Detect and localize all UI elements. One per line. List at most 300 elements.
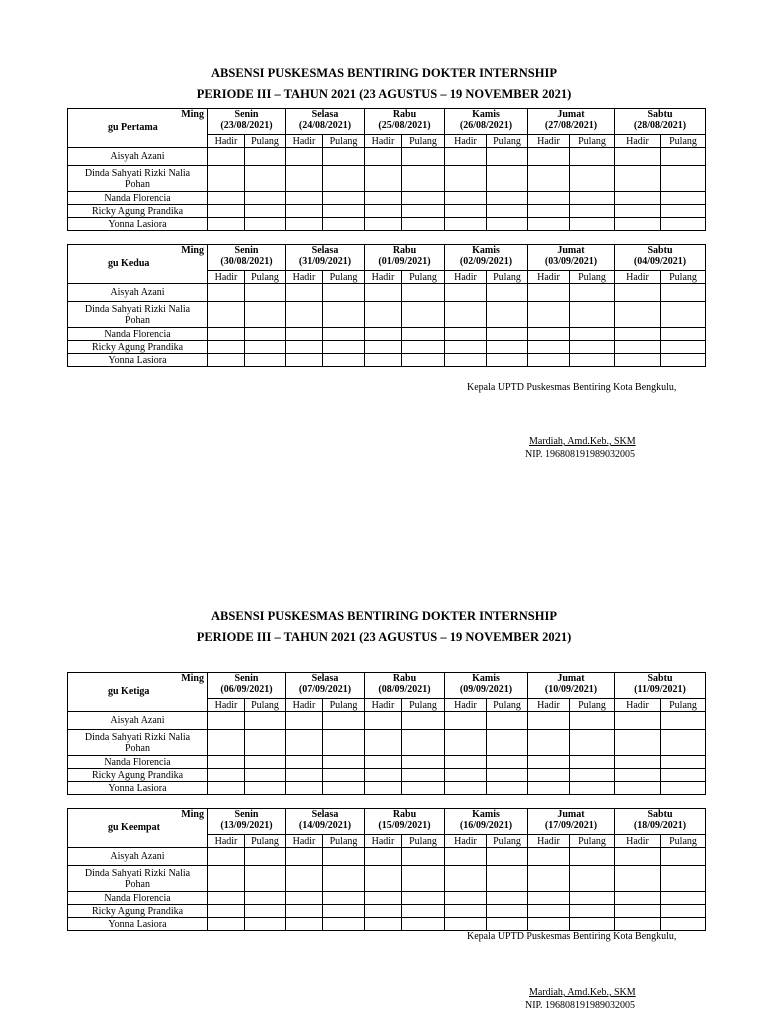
pulang-cell[interactable]: [661, 866, 706, 892]
hadir-cell[interactable]: [615, 730, 661, 756]
hadir-cell[interactable]: [615, 769, 661, 782]
pulang-cell[interactable]: [661, 730, 706, 756]
hadir-cell[interactable]: [365, 166, 402, 192]
hadir-cell[interactable]: [365, 205, 402, 218]
pulang-cell[interactable]: [487, 905, 528, 918]
hadir-cell[interactable]: [286, 769, 323, 782]
pulang-header: Pulang: [245, 271, 286, 284]
hadir-cell[interactable]: [445, 341, 487, 354]
pulang-cell[interactable]: [570, 918, 615, 931]
hadir-cell[interactable]: [208, 341, 245, 354]
pulang-cell[interactable]: [487, 769, 528, 782]
pulang-cell[interactable]: [323, 892, 365, 905]
hadir-cell[interactable]: [445, 192, 487, 205]
hadir-cell[interactable]: [445, 848, 487, 866]
hadir-cell[interactable]: [208, 302, 245, 328]
hadir-cell[interactable]: [286, 730, 323, 756]
hadir-cell[interactable]: [208, 905, 245, 918]
hadir-cell[interactable]: [286, 148, 323, 166]
hadir-cell[interactable]: [615, 756, 661, 769]
hadir-cell[interactable]: [208, 712, 245, 730]
pulang-cell[interactable]: [570, 148, 615, 166]
pulang-cell[interactable]: [661, 905, 706, 918]
hadir-cell[interactable]: [365, 302, 402, 328]
hadir-cell[interactable]: [286, 918, 323, 931]
hadir-cell[interactable]: [208, 848, 245, 866]
hadir-cell[interactable]: [445, 866, 487, 892]
hadir-cell[interactable]: [445, 782, 487, 795]
week-label-line1: Ming: [181, 109, 204, 120]
pulang-cell[interactable]: [245, 848, 286, 866]
hadir-cell[interactable]: [528, 848, 570, 866]
pulang-cell[interactable]: [323, 166, 365, 192]
pulang-cell[interactable]: [661, 328, 706, 341]
hadir-cell[interactable]: [528, 712, 570, 730]
hadir-cell[interactable]: [286, 756, 323, 769]
hadir-cell[interactable]: [208, 166, 245, 192]
day-date: (08/09/2021): [378, 684, 431, 695]
hadir-cell[interactable]: [615, 328, 661, 341]
hadir-cell[interactable]: [528, 302, 570, 328]
day-name: Kamis: [472, 109, 500, 120]
document-title: ABSENSI PUSKESMAS BENTIRING DOKTER INTERNSHIP: [211, 609, 557, 623]
hadir-cell[interactable]: [365, 892, 402, 905]
pulang-cell[interactable]: [245, 918, 286, 931]
pulang-cell[interactable]: [487, 730, 528, 756]
pulang-cell[interactable]: [323, 756, 365, 769]
hadir-cell[interactable]: [445, 905, 487, 918]
pulang-cell[interactable]: [323, 148, 365, 166]
pulang-cell[interactable]: [323, 712, 365, 730]
pulang-cell[interactable]: [402, 284, 445, 302]
pulang-cell[interactable]: [570, 756, 615, 769]
hadir-cell[interactable]: [528, 892, 570, 905]
hadir-cell[interactable]: [286, 354, 323, 367]
pulang-cell[interactable]: [245, 205, 286, 218]
hadir-header: Hadir: [445, 835, 487, 848]
pulang-cell[interactable]: [323, 205, 365, 218]
participant-name-cell: [68, 218, 208, 231]
hadir-cell[interactable]: [528, 769, 570, 782]
hadir-cell[interactable]: [365, 354, 402, 367]
pulang-cell[interactable]: [402, 328, 445, 341]
pulang-cell[interactable]: [661, 192, 706, 205]
hadir-cell[interactable]: [208, 769, 245, 782]
hadir-cell[interactable]: [445, 205, 487, 218]
pulang-cell[interactable]: [245, 166, 286, 192]
hadir-cell[interactable]: [208, 328, 245, 341]
hadir-cell[interactable]: [365, 284, 402, 302]
pulang-cell[interactable]: [570, 354, 615, 367]
hadir-cell[interactable]: [615, 918, 661, 931]
hadir-cell[interactable]: [615, 848, 661, 866]
hadir-cell[interactable]: [615, 218, 661, 231]
participant-name: Ricky Agung Prandika: [91, 905, 184, 917]
hadir-cell[interactable]: [445, 918, 487, 931]
hadir-cell[interactable]: [286, 328, 323, 341]
hadir-cell[interactable]: [208, 218, 245, 231]
hadir-cell[interactable]: [445, 166, 487, 192]
pulang-cell[interactable]: [323, 218, 365, 231]
participant-name-cell: [68, 302, 208, 328]
pulang-header: Pulang: [661, 135, 706, 148]
pulang-cell[interactable]: [402, 192, 445, 205]
day-name: Jumat: [557, 109, 585, 120]
hadir-cell[interactable]: [445, 769, 487, 782]
week-label-line1: Ming: [181, 809, 204, 820]
pulang-cell[interactable]: [402, 354, 445, 367]
pulang-cell[interactable]: [487, 205, 528, 218]
pulang-cell[interactable]: [245, 782, 286, 795]
pulang-cell[interactable]: [323, 341, 365, 354]
pulang-header: Pulang: [402, 835, 445, 848]
day-date: (04/09/2021): [633, 256, 687, 267]
pulang-cell[interactable]: [245, 192, 286, 205]
table-row: [68, 148, 706, 166]
pulang-header: Pulang: [570, 835, 615, 848]
participant-name-cell: [68, 205, 208, 218]
hadir-cell[interactable]: [528, 905, 570, 918]
day-name: Rabu: [392, 109, 417, 120]
hadir-cell[interactable]: [445, 756, 487, 769]
hadir-cell[interactable]: [615, 205, 661, 218]
hadir-cell[interactable]: [208, 892, 245, 905]
pulang-cell[interactable]: [570, 769, 615, 782]
pulang-cell[interactable]: [570, 892, 615, 905]
hadir-cell[interactable]: [615, 782, 661, 795]
hadir-cell[interactable]: [365, 848, 402, 866]
hadir-cell[interactable]: [286, 712, 323, 730]
pulang-cell[interactable]: [487, 166, 528, 192]
hadir-cell[interactable]: [286, 892, 323, 905]
pulang-cell[interactable]: [661, 769, 706, 782]
pulang-cell[interactable]: [661, 284, 706, 302]
hadir-cell[interactable]: [208, 782, 245, 795]
hadir-cell[interactable]: [615, 284, 661, 302]
hadir-cell[interactable]: [615, 712, 661, 730]
pulang-cell[interactable]: [245, 218, 286, 231]
hadir-cell[interactable]: [615, 148, 661, 166]
pulang-cell[interactable]: [245, 354, 286, 367]
pulang-cell[interactable]: [245, 712, 286, 730]
hadir-header: Hadir: [528, 271, 570, 284]
day-header: [365, 673, 445, 699]
pulang-cell[interactable]: [570, 192, 615, 205]
hadir-cell[interactable]: [208, 918, 245, 931]
participant-name: Dinda Sahyati Rizki Nalia: [84, 867, 191, 879]
hadir-cell[interactable]: [286, 341, 323, 354]
pulang-cell[interactable]: [570, 730, 615, 756]
day-date: (26/08/2021): [459, 120, 513, 131]
hadir-cell[interactable]: [615, 192, 661, 205]
hadir-cell[interactable]: [528, 328, 570, 341]
pulang-cell[interactable]: [487, 148, 528, 166]
pulang-header: Pulang: [570, 271, 615, 284]
day-date: (06/09/2021): [220, 684, 273, 695]
hadir-cell[interactable]: [286, 284, 323, 302]
pulang-cell[interactable]: [402, 712, 445, 730]
day-date: (11/09/2021): [634, 684, 686, 695]
pulang-cell[interactable]: [661, 756, 706, 769]
hadir-cell[interactable]: [286, 848, 323, 866]
pulang-cell[interactable]: [245, 284, 286, 302]
pulang-cell[interactable]: [661, 918, 706, 931]
hadir-cell[interactable]: [365, 782, 402, 795]
pulang-cell[interactable]: [402, 782, 445, 795]
pulang-cell[interactable]: [323, 848, 365, 866]
pulang-cell[interactable]: [661, 892, 706, 905]
participant-name-cell: [68, 892, 208, 905]
pulang-cell[interactable]: [487, 892, 528, 905]
pulang-cell[interactable]: [323, 328, 365, 341]
pulang-cell[interactable]: [570, 328, 615, 341]
day-name: Jumat: [557, 673, 585, 684]
hadir-cell[interactable]: [528, 341, 570, 354]
pulang-cell[interactable]: [570, 166, 615, 192]
pulang-cell[interactable]: [245, 302, 286, 328]
pulang-cell[interactable]: [487, 712, 528, 730]
pulang-cell[interactable]: [487, 848, 528, 866]
hadir-cell[interactable]: [286, 782, 323, 795]
pulang-cell[interactable]: [245, 148, 286, 166]
pulang-cell[interactable]: [570, 205, 615, 218]
hadir-cell[interactable]: [445, 148, 487, 166]
pulang-cell[interactable]: [661, 354, 706, 367]
hadir-cell[interactable]: [286, 218, 323, 231]
hadir-cell[interactable]: [528, 756, 570, 769]
hadir-cell[interactable]: [208, 205, 245, 218]
hadir-cell[interactable]: [615, 866, 661, 892]
hadir-cell[interactable]: [286, 905, 323, 918]
pulang-cell[interactable]: [661, 148, 706, 166]
pulang-header: Pulang: [323, 271, 365, 284]
pulang-cell[interactable]: [570, 782, 615, 795]
hadir-cell[interactable]: [365, 192, 402, 205]
pulang-cell[interactable]: [661, 712, 706, 730]
hadir-cell[interactable]: [208, 192, 245, 205]
hadir-cell[interactable]: [528, 866, 570, 892]
day-name: Sabtu: [647, 109, 673, 120]
hadir-cell[interactable]: [528, 148, 570, 166]
pulang-header: Pulang: [245, 135, 286, 148]
pulang-cell[interactable]: [323, 905, 365, 918]
pulang-cell[interactable]: [487, 341, 528, 354]
pulang-cell[interactable]: [402, 756, 445, 769]
pulang-cell[interactable]: [245, 756, 286, 769]
signature-nip: NIP. 196808191989032005: [525, 449, 636, 460]
day-header: [208, 109, 286, 135]
pulang-cell[interactable]: [570, 866, 615, 892]
pulang-cell[interactable]: [487, 328, 528, 341]
pulang-cell[interactable]: [323, 354, 365, 367]
pulang-cell[interactable]: [323, 769, 365, 782]
pulang-header: Pulang: [487, 699, 528, 712]
hadir-cell[interactable]: [208, 866, 245, 892]
hadir-cell[interactable]: [445, 284, 487, 302]
hadir-cell[interactable]: [528, 284, 570, 302]
day-date: (28/08/2021): [633, 120, 687, 131]
pulang-cell[interactable]: [402, 205, 445, 218]
hadir-cell[interactable]: [528, 730, 570, 756]
pulang-cell[interactable]: [487, 218, 528, 231]
pulang-cell[interactable]: [402, 341, 445, 354]
pulang-cell[interactable]: [402, 148, 445, 166]
week-label-line2: gu Pertama: [108, 122, 158, 133]
pulang-cell[interactable]: [487, 918, 528, 931]
hadir-cell[interactable]: [208, 284, 245, 302]
pulang-cell[interactable]: [245, 328, 286, 341]
hadir-cell[interactable]: [528, 918, 570, 931]
table-row: [68, 328, 706, 341]
hadir-cell[interactable]: [208, 148, 245, 166]
hadir-cell[interactable]: [445, 354, 487, 367]
pulang-cell[interactable]: [402, 848, 445, 866]
hadir-cell[interactable]: [445, 328, 487, 341]
pulang-cell[interactable]: [570, 905, 615, 918]
pulang-cell[interactable]: [323, 866, 365, 892]
hadir-cell[interactable]: [528, 218, 570, 231]
pulang-cell[interactable]: [570, 302, 615, 328]
hadir-cell[interactable]: [286, 302, 323, 328]
hadir-cell[interactable]: [365, 712, 402, 730]
pulang-cell[interactable]: [402, 166, 445, 192]
pulang-cell[interactable]: [661, 302, 706, 328]
participant-name: Aisyah Azani: [110, 287, 165, 298]
hadir-cell[interactable]: [528, 782, 570, 795]
hadir-header: Hadir: [365, 835, 402, 848]
pulang-cell[interactable]: [245, 769, 286, 782]
pulang-cell[interactable]: [402, 302, 445, 328]
pulang-cell[interactable]: [570, 218, 615, 231]
signature-title: Kepala UPTD Puskesmas Bentiring Kota Bengkulu,: [467, 931, 677, 942]
pulang-cell[interactable]: [661, 166, 706, 192]
pulang-cell[interactable]: [661, 341, 706, 354]
table-row: [68, 712, 706, 730]
pulang-cell[interactable]: [323, 192, 365, 205]
hadir-cell[interactable]: [365, 328, 402, 341]
pulang-cell[interactable]: [570, 712, 615, 730]
pulang-cell[interactable]: [245, 905, 286, 918]
pulang-cell[interactable]: [402, 866, 445, 892]
pulang-header: Pulang: [570, 699, 615, 712]
pulang-cell[interactable]: [402, 892, 445, 905]
pulang-cell[interactable]: [487, 756, 528, 769]
hadir-cell[interactable]: [365, 918, 402, 931]
pulang-cell[interactable]: [661, 218, 706, 231]
hadir-header: Hadir: [528, 835, 570, 848]
pulang-cell[interactable]: [661, 782, 706, 795]
day-name: Senin: [234, 809, 259, 820]
pulang-cell[interactable]: [487, 302, 528, 328]
participant-name-cell: [68, 192, 208, 205]
pulang-cell[interactable]: [487, 354, 528, 367]
hadir-cell[interactable]: [286, 166, 323, 192]
participant-name-cell: [68, 730, 208, 756]
hadir-cell[interactable]: [365, 341, 402, 354]
pulang-cell[interactable]: [323, 918, 365, 931]
table-row: [68, 756, 706, 769]
pulang-cell[interactable]: [402, 769, 445, 782]
pulang-cell[interactable]: [570, 284, 615, 302]
pulang-cell[interactable]: [487, 284, 528, 302]
hadir-cell[interactable]: [208, 730, 245, 756]
pulang-cell[interactable]: [402, 218, 445, 231]
hadir-cell[interactable]: [365, 730, 402, 756]
hadir-cell[interactable]: [528, 354, 570, 367]
day-header: [286, 109, 365, 135]
pulang-cell[interactable]: [245, 730, 286, 756]
pulang-cell[interactable]: [402, 918, 445, 931]
pulang-cell[interactable]: [402, 905, 445, 918]
hadir-cell[interactable]: [365, 905, 402, 918]
participant-name: Yonna Lasiora: [108, 918, 167, 930]
week-label-cell: [68, 809, 208, 848]
day-header: [286, 245, 365, 271]
hadir-cell[interactable]: [445, 302, 487, 328]
participant-name: Nanda Florencia: [104, 892, 171, 904]
pulang-cell[interactable]: [487, 192, 528, 205]
participant-name: Pohan: [125, 178, 150, 190]
pulang-cell[interactable]: [402, 730, 445, 756]
hadir-cell[interactable]: [445, 892, 487, 905]
hadir-cell[interactable]: [528, 192, 570, 205]
hadir-cell[interactable]: [445, 712, 487, 730]
pulang-cell[interactable]: [323, 302, 365, 328]
pulang-cell[interactable]: [661, 848, 706, 866]
hadir-cell[interactable]: [615, 905, 661, 918]
hadir-cell[interactable]: [615, 354, 661, 367]
hadir-cell[interactable]: [286, 192, 323, 205]
hadir-cell[interactable]: [445, 218, 487, 231]
pulang-cell[interactable]: [323, 730, 365, 756]
hadir-cell[interactable]: [286, 866, 323, 892]
day-date: (07/09/2021): [298, 684, 352, 695]
pulang-cell[interactable]: [245, 866, 286, 892]
hadir-cell[interactable]: [365, 148, 402, 166]
pulang-cell[interactable]: [570, 341, 615, 354]
hadir-cell[interactable]: [615, 892, 661, 905]
table-row: [68, 302, 706, 328]
hadir-cell[interactable]: [528, 205, 570, 218]
hadir-cell[interactable]: [615, 341, 661, 354]
pulang-cell[interactable]: [245, 892, 286, 905]
hadir-cell[interactable]: [365, 769, 402, 782]
hadir-cell[interactable]: [365, 756, 402, 769]
hadir-cell[interactable]: [208, 354, 245, 367]
hadir-cell[interactable]: [286, 205, 323, 218]
hadir-cell[interactable]: [615, 302, 661, 328]
pulang-cell[interactable]: [323, 284, 365, 302]
pulang-cell[interactable]: [487, 866, 528, 892]
week-label-cell: [68, 245, 208, 284]
pulang-cell[interactable]: [245, 341, 286, 354]
hadir-cell[interactable]: [528, 166, 570, 192]
hadir-cell[interactable]: [615, 166, 661, 192]
hadir-cell[interactable]: [445, 730, 487, 756]
pulang-cell[interactable]: [570, 848, 615, 866]
hadir-cell[interactable]: [208, 756, 245, 769]
hadir-cell[interactable]: [365, 866, 402, 892]
table-row: [68, 730, 706, 756]
hadir-cell[interactable]: [365, 218, 402, 231]
day-date: (15/09/2021): [378, 820, 431, 831]
pulang-cell[interactable]: [487, 782, 528, 795]
pulang-cell[interactable]: [661, 205, 706, 218]
table-row: [68, 769, 706, 782]
pulang-cell[interactable]: [323, 782, 365, 795]
participant-name: Pohan: [125, 878, 150, 890]
participant-name: Yonna Lasiora: [108, 782, 167, 794]
